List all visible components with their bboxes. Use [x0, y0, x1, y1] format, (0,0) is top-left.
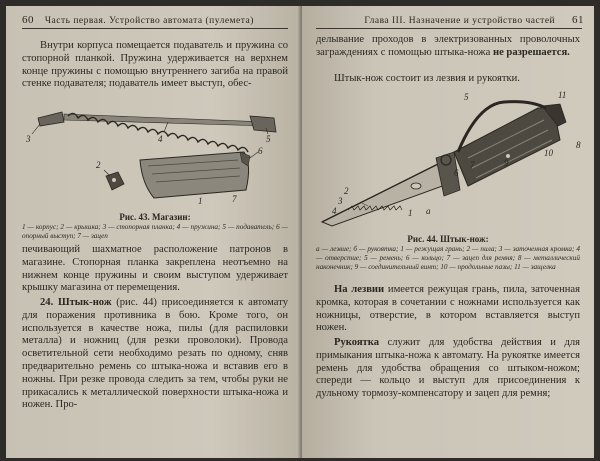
blade-text: имеется режущая грань, пила, заточенная кромка, которая в сочетании с ножнами используется как ножницы, отверстие, в котором вставляется выступ ножен. — [316, 284, 580, 334]
fig43-label-3: 3 — [26, 134, 31, 144]
fig43-label-6: 6 — [258, 146, 263, 156]
blade-heading: На лезвии — [334, 284, 385, 295]
fig44-legend: а — лезвие; б — рукоятка; 1 — режущая грань; 2 — пила; 3 — заточенная кромка; 4 — отверстие; 5 — ремень; 6 — кольцо; 7 — зацеп для ремня; 8 — металлический наконечник; 9 — соединительный винт; 10 — продольные пазы; 11 — защелка — [316, 245, 580, 272]
right-running-head: Глава III. Назначение и устройство частей — [364, 16, 556, 26]
left-paragraph-after-figure: печивающий шахматное расположение патронов в магазине. Стопорная планка закреплена неотъемно на нижнем конце пружины и своим выступом удерживает крышку магазина от перемещения. — [22, 244, 288, 294]
fig43-label-7: 7 — [232, 194, 237, 204]
right-top-bold: не разрешается. — [492, 46, 570, 58]
fig44-label-1: 1 — [408, 208, 413, 218]
book-spread — [6, 6, 594, 458]
left-header-rule — [22, 28, 288, 29]
right-page-number: 61 — [572, 14, 584, 26]
fig44-label-2: 2 — [344, 186, 349, 196]
bayonet-figure — [308, 86, 588, 236]
fig44-label-3: 3 — [338, 196, 343, 206]
blade-paragraph — [316, 284, 580, 335]
fig43-legend: 1 — корпус; 2 — крышка; 3 — стопорная планка; 4 — пружина; 5 — подаватель; 6 — опорный выступ; 7 — зацеп — [22, 223, 288, 241]
right-top-paragraph — [316, 34, 580, 60]
handle-drawing — [454, 104, 566, 186]
fig43-caption: Рис. 43. Магазин: — [119, 212, 191, 222]
right-top-text: делывание проходов в электризованных проволочных заграждениях с помощью штыка-ножа — [316, 34, 580, 58]
bayonet-section-paragraph — [22, 297, 288, 412]
fig44-label-11: 11 — [558, 90, 567, 100]
blade-drawing — [322, 164, 448, 226]
right-header — [318, 14, 584, 26]
right-page — [302, 6, 594, 458]
right-header-rule — [316, 28, 582, 29]
handle-text: служит для удобства действия и для примыкания штыка-ножа к автомату. На рукоятке имеется ремень для удобства обращения со штыком-ножом; спереди — кольцо и выступ для присоединения к дульному тормозу-компенсатору и зацеп для ремня; — [316, 337, 580, 400]
left-page-number: 60 — [22, 14, 34, 26]
fig43-label-4: 4 — [158, 134, 163, 144]
fig44-label-4: 4 — [332, 206, 337, 216]
fig43-label-1: 1 — [198, 196, 203, 206]
bayonet-intro-text: Штык-нож состоит из лезвия и рукоятки. — [334, 73, 520, 84]
spring-drawing — [38, 112, 276, 152]
fig44-label-7: 7 — [470, 160, 475, 170]
left-page — [6, 6, 302, 458]
fig44-label-a: a — [426, 206, 431, 216]
handle-paragraph — [316, 337, 580, 401]
handle-heading: Рукоятка — [334, 337, 380, 348]
fig44-label-5: 5 — [464, 92, 469, 102]
left-top-paragraph: Внутри корпуса помещается подаватель и пружина со стопорной планкой. Пружина удерживается на верхнем конце пружины с помощью внутреннего загиба на правой стенке подавателя; подаватель имеет выступ, обес- — [22, 40, 288, 90]
fig44-label-10: 10 — [544, 148, 553, 158]
magazine-body-drawing — [140, 152, 250, 198]
fig44-label-6: 6 — [454, 168, 459, 178]
bayonet-section-heading: 24. Штык-нож — [40, 297, 112, 308]
magazine-figure — [18, 102, 290, 206]
left-header — [22, 14, 290, 26]
fig44-caption: Рис. 44. Штык-нож: — [407, 234, 489, 244]
fig44-label-9: 9 — [504, 158, 509, 168]
left-running-head: Часть первая. Устройство автомата (пулемета) — [44, 16, 254, 26]
bayonet-section-text: (рис. 44) присоединяется к автомату для поражения противника в бою. Кроме того, он используется в качестве ножа, пилы (для распиловки металла) и ножниц (для резки проволоки). Провода осветительной сети необходимо резать по одному, сняв предварительно ремень со штыка-ножа и вставив его в ножны. При резке провода следить за тем, чтобы руки не прикасались к металлической поверхности штыка-ножа и ножен. Про- — [22, 297, 288, 411]
fig43-label-5: 5 — [266, 134, 271, 144]
fig44-label-8: 8 — [576, 140, 581, 150]
fig43-label-2: 2 — [96, 160, 101, 170]
